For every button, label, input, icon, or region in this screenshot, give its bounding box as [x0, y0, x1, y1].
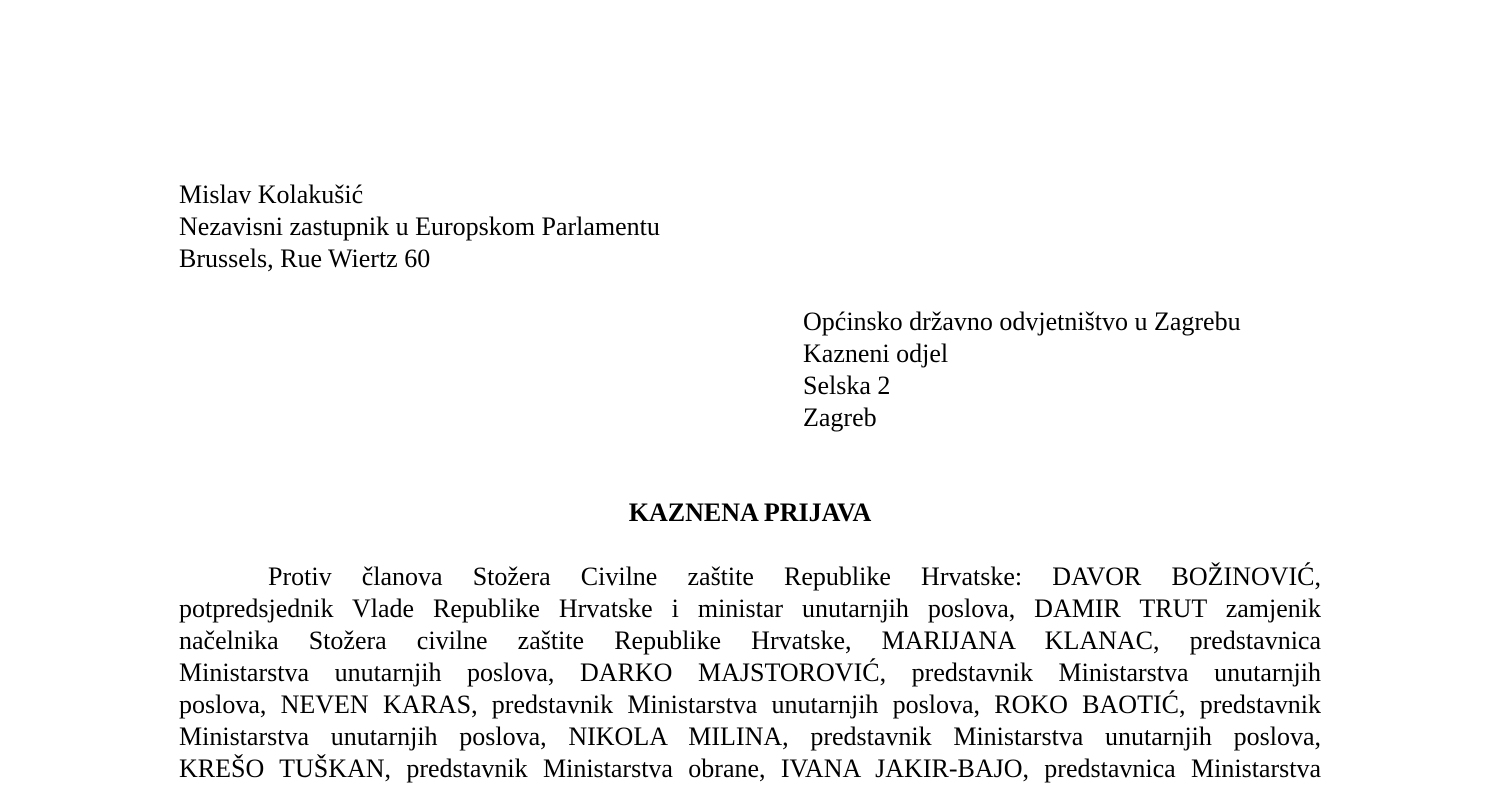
document-title: KAZNENA PRIJAVA	[628, 498, 872, 527]
document-body	[179, 561, 1321, 785]
body-line: potpredsjednik Vlade Republike Hrvatske i ministar unutarnjih poslova, DAMIR TRUT zamjenik	[179, 594, 1321, 623]
recipient-city: Zagreb	[803, 403, 877, 432]
sender-title: Nezavisni zastupnik u Europskom Parlamentu	[179, 212, 660, 241]
body-line: Ministarstva unutarnjih poslova, NIKOLA MILINA, predstavnik Ministarstva unutarnjih poslova,	[179, 722, 1321, 751]
body-line: Protiv članova Stožera Civilne zaštite Republike Hrvatske: DAVOR BOŽINOVIĆ,	[268, 562, 1321, 591]
body-line: poslova, NEVEN KARAS, predstavnik Ministarstva unutarnjih poslova, ROKO BAOTIĆ, predstavnik	[179, 690, 1321, 719]
body-line: Ministarstva unutarnjih poslova, DARKO MAJSTOROVIĆ, predstavnik Ministarstva unutarnjih	[179, 658, 1321, 687]
recipient-street: Selska 2	[803, 371, 891, 400]
sender-address: Brussels, Rue Wiertz 60	[179, 244, 431, 273]
body-line: načelnika Stožera civilne zaštite Republike Hrvatske, MARIJANA KLANAC, predstavnica	[179, 626, 1321, 655]
recipient-block	[803, 306, 1241, 434]
recipient-department: Kazneni odjel	[803, 339, 949, 368]
sender-block	[179, 179, 660, 275]
sender-name: Mislav Kolakušić	[179, 180, 364, 209]
body-line: KREŠO TUŠKAN, predstavnik Ministarstva obrane, IVANA JAKIR-BAJO, predstavnica Ministarstva	[179, 754, 1321, 783]
recipient-office: Općinsko državno odvjetništvo u Zagrebu	[803, 307, 1241, 336]
